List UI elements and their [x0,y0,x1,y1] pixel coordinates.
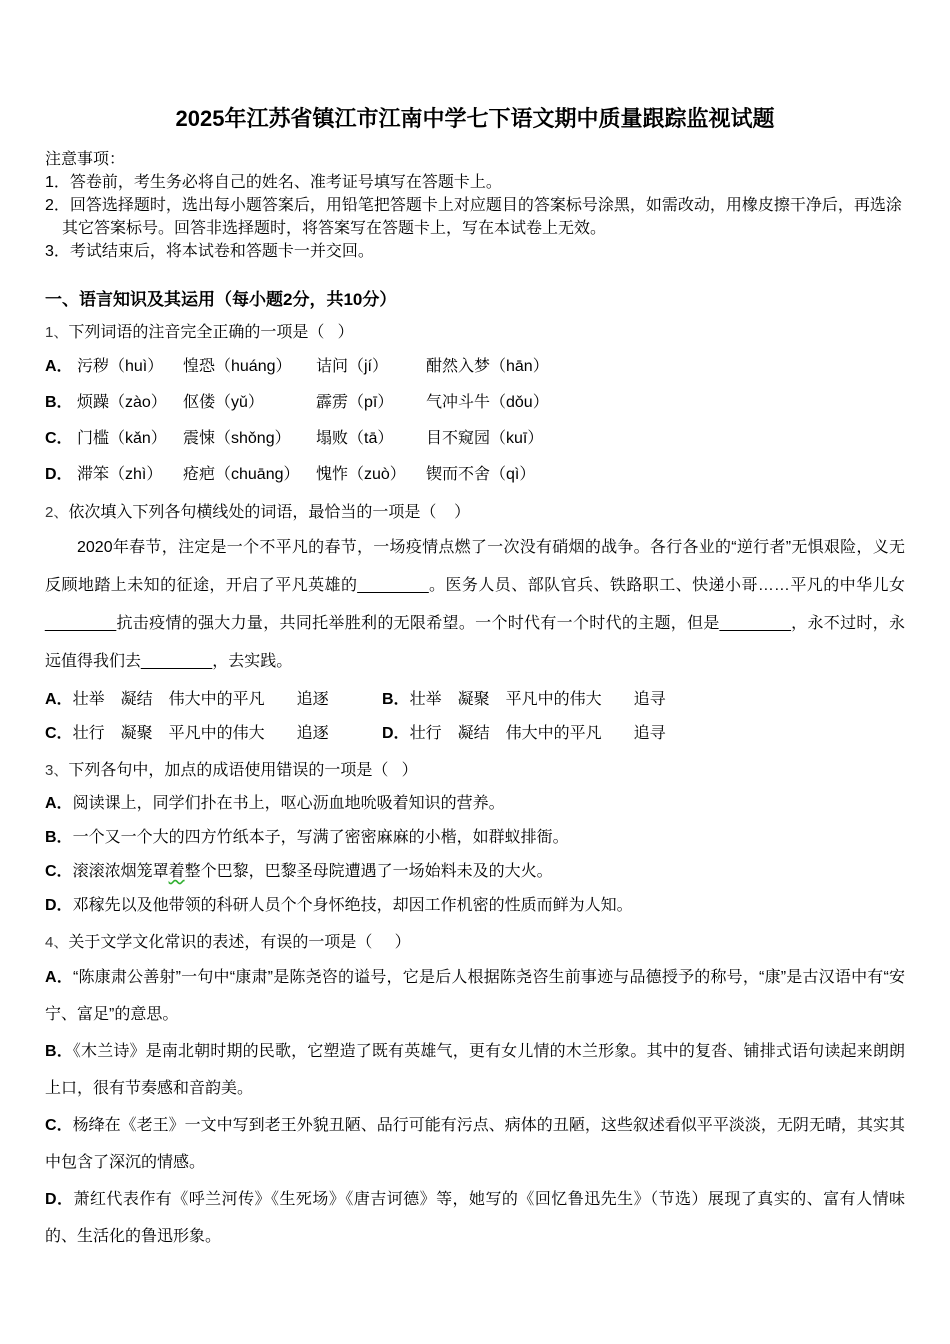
option-label: D． [45,1191,74,1208]
notice-item-3: 3．考试结束后，将本试卷和答题卡一并交回。 [45,243,374,260]
spellcheck-mark: 着 [168,863,185,880]
question-4-option-a [45,959,905,1033]
question-4-option-b [45,1033,905,1107]
option-label: B． [382,691,410,708]
question-3 [45,758,905,923]
question-2-option-b [382,683,666,717]
section-1-heading: 一、语言知识及其运用（每小题2分，共10分） [45,290,397,309]
option-word: 污秽（huì） [77,358,164,375]
question-4-option-d [45,1181,905,1255]
question-2-passage: 2020年春节，注定是一个不平凡的春节，一场疫情点燃了一次没有硝烟的战争。各行各业的“逆行者”无惧艰险，义无反顾地踏上未知的征途，开启了平凡英雄的________。医务人员、部队官兵、铁路职工、快递小哥……平凡的中华儿女________抗击疫情的强大力量，共同托举胜利的无限希望。一个时代有一个时代的主题，但是________，永不过时，永远值得我们去________，去实践。 [45,539,905,670]
option-label: C． [45,430,73,447]
option-label: B． [45,829,73,846]
option-label: A． [45,795,73,812]
option-text: 壮举 凝聚 平凡中的伟大 追寻 [409,691,666,708]
notice-item-1: 1．答卷前，考生务必将自己的姓名、准考证号填写在答题卡上。 [45,174,502,191]
option-text: 杨绛在《老王》一文中写到老王外貌丑陋、品行可能有污点、病体的丑陋，这些叙述看似平平淡淡，无阴无晴，其实其中包含了深沉的情感。 [45,1117,905,1171]
question-1-option-c [45,421,905,457]
question-2-option-c [45,717,382,751]
question-2-option-d [382,717,666,751]
page-title: 2025年江苏省镇江市江南中学七下语文期中质量跟踪监视试题 [175,106,775,131]
question-2-text: 依次填入下列各句横线处的词语，最恰当的一项是（ ） [68,504,471,521]
option-label: C． [45,725,73,742]
question-1-number: 1、 [45,324,69,341]
question-2 [45,500,905,751]
option-word: 目不窥园（kuī） [426,430,544,447]
option-text: 《木兰诗》是南北朝时期的民歌，它塑造了既有英雄气，更有女儿情的木兰形象。其中的复沓、铺排式语句读起来朗朗上口，很有节奏感和音韵美。 [45,1043,905,1097]
question-3-option-b [45,821,905,855]
option-label: D． [45,897,73,914]
question-1-option-a [45,349,905,385]
option-text: 阅读课上，同学们扑在书上，呕心沥血地吮吸着知识的营养。 [72,795,505,812]
option-word: 酣然入梦（hān） [426,358,549,375]
option-word: 愧怍（zuò） [316,466,406,483]
option-word: 诘问（jí） [316,358,389,375]
question-4-number: 4、 [45,934,69,951]
question-2-options-row-1 [45,683,905,717]
question-3-option-d [45,889,905,923]
question-3-option-a [45,787,905,821]
question-1-option-b [45,385,905,421]
option-text: 萧红代表作有《呼兰河传》《生死场》《唐吉诃德》等，她写的《回忆鲁迅先生》（节选）展现了真实的、富有人情味的、生活化的鲁迅形象。 [45,1191,905,1245]
option-word: 塌败（tā） [316,430,394,447]
option-label: B． [45,394,73,411]
option-word: 门槛（kǎn） [77,430,167,447]
option-word: 惶恐（huáng） [183,358,292,375]
option-word: 霹雳（pī） [316,394,394,411]
option-text: 一个又一个大的四方竹纸本子，写满了密密麻麻的小楷，如群蚁排衙。 [72,829,569,846]
option-label: A． [45,691,73,708]
option-word: 滞笨（zhì） [77,466,163,483]
option-text: 壮举 凝结 伟大中的平凡 追逐 [72,691,329,708]
question-4-text: 关于文学文化常识的表述，有误的一项是（ ） [68,934,411,951]
option-word: 震悚（shǒng） [183,430,291,447]
option-label: D． [45,466,73,483]
option-text: 邓稼先以及他带领的科研人员个个身怀绝技，却因工作机密的性质而鲜为人知。 [72,897,633,914]
question-3-stem [45,758,905,784]
option-text: 壮行 凝聚 平凡中的伟大 追逐 [72,725,329,742]
option-word: 伛偻（yǔ） [183,394,264,411]
question-1-stem [45,320,905,346]
question-3-option-c [45,855,905,889]
notice-section [45,148,905,263]
question-4-stem [45,930,905,956]
question-4 [45,930,905,1255]
option-text: 整个巴黎，巴黎圣母院遭遇了一场始料未及的大火。 [184,863,553,880]
notice-item-2: 2．回答选择题时，选出每小题答案后，用铅笔把答题卡上对应题目的答案标号涂黑，如需改动，用橡皮擦干净后，再选涂其它答案标号。回答非选择题时，将答案写在答题卡上，写在本试卷上无效。 [45,197,902,237]
option-label: A． [45,969,73,986]
option-text: 滚滚浓烟笼罩 [72,863,169,880]
option-label: C． [45,1117,73,1134]
question-3-number: 3、 [45,762,69,779]
question-1 [45,320,905,493]
option-label: B． [45,1043,73,1060]
question-3-text: 下列各句中，加点的成语使用错误的一项是（ ） [68,762,418,779]
option-word: 疮疤（chuāng） [183,466,300,483]
option-word: 烦躁（zào） [77,394,167,411]
question-2-number: 2、 [45,504,69,521]
question-2-options-row-2 [45,717,905,751]
option-label: C． [45,863,73,880]
question-1-text: 下列词语的注音完全正确的一项是（ ） [68,324,354,341]
question-4-option-c [45,1107,905,1181]
option-text: “陈康肃公善射”一句中“康肃”是陈尧咨的谥号，它是后人根据陈尧咨生前事迹与品德授予的称号，“康”是古汉语中有“安宁、富足”的意思。 [45,969,905,1023]
question-1-option-d [45,457,905,493]
option-word: 锲而不舍（qì） [426,466,536,483]
option-word: 气冲斗牛（dǒu） [426,394,549,411]
question-2-option-a [45,683,382,717]
option-text: 壮行 凝结 伟大中的平凡 追寻 [409,725,666,742]
option-label: A． [45,358,73,375]
question-2-stem [45,500,905,526]
notice-heading: 注意事项： [45,151,126,168]
option-label: D． [382,725,410,742]
